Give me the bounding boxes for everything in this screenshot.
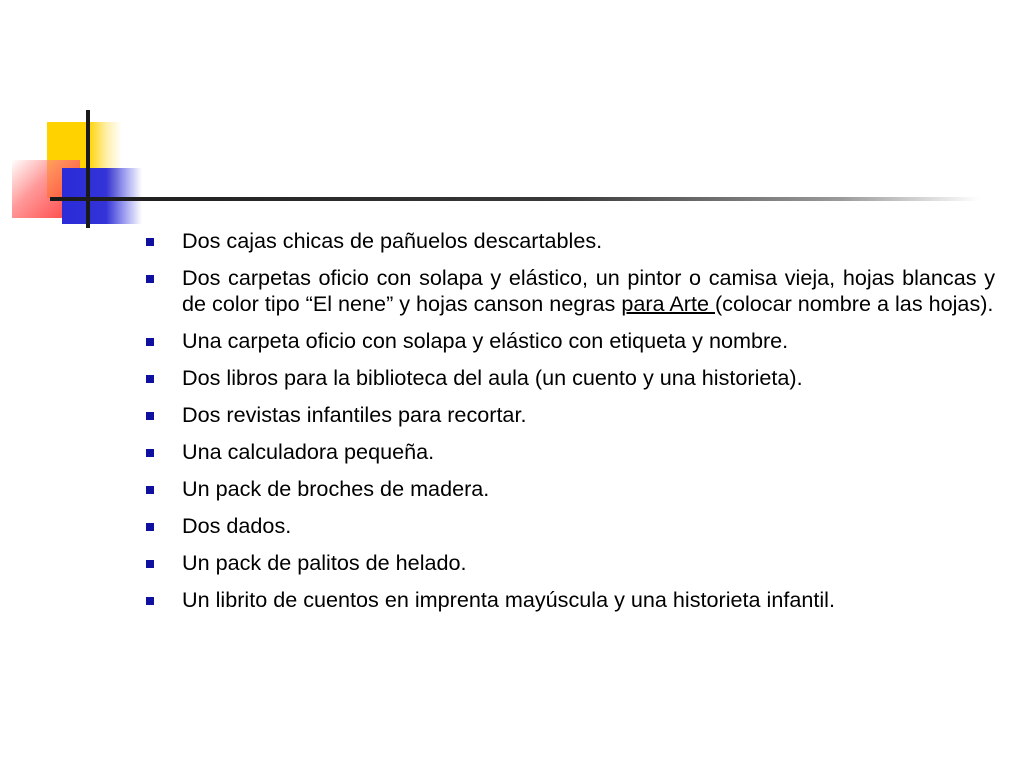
slide-content — [143, 228, 995, 624]
list-item — [143, 328, 995, 354]
list-item-underlined-text: para Arte — [621, 291, 715, 316]
list-item — [143, 265, 995, 317]
square-bullet-icon — [146, 523, 154, 531]
square-bullet-icon — [146, 338, 154, 346]
square-bullet-icon — [146, 375, 154, 383]
list-item-text: Dos dados. — [182, 513, 292, 538]
list-item-text: Un pack de palitos de helado. — [182, 550, 467, 575]
horizontal-rule — [50, 197, 980, 201]
square-bullet-icon — [146, 449, 154, 457]
square-bullet-icon — [146, 560, 154, 568]
list-item-text: Un librito de cuentos en imprenta mayúscula y una historieta infantil. — [182, 587, 835, 612]
list-item — [143, 439, 995, 465]
list-item-text: Una carpeta oficio con solapa y elástico con etiqueta y nombre. — [182, 328, 789, 353]
list-item-text: Dos cajas chicas de pañuelos descartables. — [182, 228, 603, 253]
supply-list — [143, 228, 995, 613]
square-bullet-icon — [146, 412, 154, 420]
list-item-text: Una calculadora pequeña. — [182, 439, 435, 464]
list-item — [143, 513, 995, 539]
list-item-text: (colocar nombre a las hojas). — [714, 291, 994, 316]
square-bullet-icon — [146, 597, 154, 605]
vertical-rule — [86, 110, 90, 228]
list-item-text: Dos revistas infantiles para recortar. — [182, 402, 527, 427]
list-item — [143, 365, 995, 391]
list-item — [143, 550, 995, 576]
list-item-text: Dos carpetas oficio con solapa y elástico, un pintor o camisa vieja, hojas blancas y de color tipo “El nene” y hojas canson negras — [182, 265, 995, 316]
square-bullet-icon — [146, 486, 154, 494]
square-bullet-icon — [146, 238, 154, 246]
list-item-text: Un pack de broches de madera. — [182, 476, 490, 501]
list-item — [143, 476, 995, 502]
list-item — [143, 402, 995, 428]
list-item — [143, 587, 995, 613]
blue-square-decoration — [62, 168, 142, 224]
list-item-text: Dos libros para la biblioteca del aula (un cuento y una historieta). — [182, 365, 803, 390]
square-bullet-icon — [146, 275, 154, 283]
list-item — [143, 228, 995, 254]
